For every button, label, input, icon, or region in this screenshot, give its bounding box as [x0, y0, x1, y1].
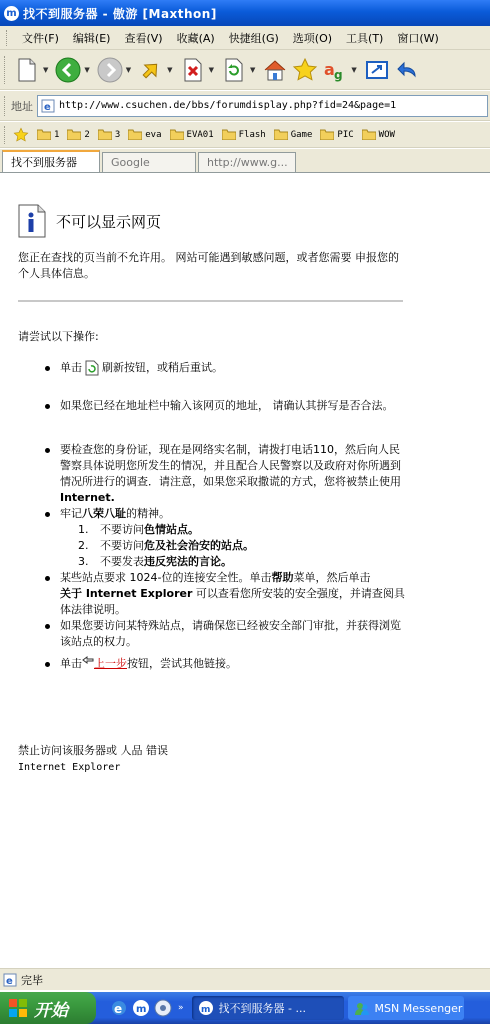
item-text: 的精神。 [126, 507, 170, 520]
new-page-dropdown[interactable]: ▼ [43, 65, 49, 74]
up-icon [139, 58, 163, 82]
undo-icon [395, 58, 419, 82]
sublist-item [78, 554, 405, 570]
toolbar-grip[interactable] [4, 56, 7, 84]
menu-edit[interactable]: 编辑(E) [72, 31, 111, 45]
maxthon-logo-icon: m [4, 6, 19, 21]
svg-text:g: g [334, 67, 343, 82]
svg-text:e: e [44, 101, 51, 113]
fullscreen-button[interactable] [363, 56, 391, 84]
status-bar [0, 968, 490, 990]
menu-file[interactable]: 文件(F) [22, 31, 59, 45]
title-bar[interactable] [0, 0, 490, 26]
menu-options[interactable]: 选项(O) [292, 31, 333, 45]
up-button[interactable] [137, 56, 165, 84]
stop-button[interactable] [179, 56, 207, 84]
home-button[interactable] [261, 56, 289, 84]
refresh-icon [85, 360, 99, 376]
ie-page-icon [41, 99, 55, 113]
tab-bar [0, 149, 490, 173]
item-number: 3. [78, 555, 89, 568]
taskbar [0, 992, 490, 1024]
folder-icon [170, 129, 184, 140]
forward-icon [97, 57, 123, 83]
item-text: 不要访问 [100, 539, 144, 552]
info-icon [18, 204, 46, 238]
windows-logo-icon [8, 998, 28, 1018]
favorite-folder[interactable] [170, 129, 214, 140]
folder-icon [98, 129, 112, 140]
favorite-label: WOW [378, 129, 395, 140]
svg-text:m: m [200, 1005, 210, 1015]
back-arrow-icon [82, 656, 94, 666]
folder-icon [222, 129, 236, 140]
maxthon-icon [198, 1000, 214, 1016]
favorites-button[interactable] [291, 56, 319, 84]
try-label: 请尝试以下操作: [18, 330, 99, 343]
translate-dropdown[interactable]: ▼ [351, 65, 357, 74]
suggestion-list [60, 360, 405, 672]
favorite-label: 2 [84, 129, 90, 140]
maxthon-icon[interactable] [132, 999, 150, 1017]
address-url[interactable]: http://www.csuchen.de/bbs/forumdisplay.php?fid=24&page=1 [59, 100, 397, 111]
menu-window[interactable]: 窗口(W) [397, 31, 439, 45]
item-text: 如果您已经在地址栏中输入该网页的地址， 请确认其拼写是否合法。 [60, 399, 394, 412]
folder-icon [362, 129, 376, 140]
tab-google[interactable]: Google [102, 152, 196, 172]
favorite-folder[interactable] [222, 129, 266, 140]
favorite-label: Flash [238, 129, 266, 140]
menu-favorites[interactable]: 收藏(A) [176, 31, 215, 45]
favorites-star-icon[interactable] [13, 127, 29, 143]
refresh-button[interactable] [220, 56, 248, 84]
item-bold-text: 关于 Internet Explorer [60, 587, 193, 600]
task-label: MSN Messenger [374, 1001, 463, 1015]
forward-dropdown[interactable]: ▼ [125, 65, 132, 74]
page-content [0, 174, 490, 967]
folder-icon [320, 129, 334, 140]
item-text: 可以查看您所安装的安全强度，并请查阅具体法律说明。 [60, 587, 405, 616]
task-label: 找不到服务器 - ... [218, 1002, 306, 1015]
footer-app-name: Internet Explorer [18, 762, 121, 773]
list-item [60, 506, 405, 522]
tab-server-not-found[interactable]: 找不到服务器 [2, 150, 100, 172]
favorite-label: 1 [54, 129, 60, 140]
item-number: 2. [78, 539, 89, 552]
task-browser-window[interactable] [192, 996, 344, 1020]
back-dropdown[interactable]: ▼ [84, 65, 90, 74]
stop-dropdown[interactable]: ▼ [208, 65, 214, 74]
quick-launch [110, 999, 192, 1017]
item-text: 按钮，尝试其他链接。 [127, 657, 237, 670]
favorite-label: 3 [114, 129, 121, 140]
favbar-grip[interactable] [4, 126, 7, 144]
folder-icon [37, 129, 51, 140]
address-input[interactable] [37, 95, 488, 117]
favorite-label: PIC [337, 129, 354, 140]
svg-text:m: m [136, 1004, 147, 1015]
favorite-folder[interactable] [362, 129, 395, 140]
home-icon [263, 58, 287, 82]
favorite-label: eva [145, 129, 162, 140]
item-bold-text: 帮助 [271, 571, 294, 584]
window-title: 找不到服务器 - 傲游 [Maxthon] [23, 6, 217, 21]
sublist-item [78, 538, 405, 554]
translate-button[interactable] [321, 56, 349, 84]
favorite-folder[interactable] [98, 129, 120, 140]
folder-icon [128, 129, 142, 140]
menu-view[interactable]: 查看(V) [124, 31, 163, 45]
menu-tools[interactable]: 工具(T) [346, 31, 384, 45]
address-label: 地址 [11, 99, 33, 113]
item-text: 刷新按钮，或稍后重试。 [102, 361, 223, 374]
task-msn-messenger[interactable] [348, 996, 464, 1020]
divider [18, 300, 403, 302]
menubar-grip[interactable] [6, 30, 9, 46]
folder-icon [274, 129, 288, 140]
list-item [60, 618, 405, 650]
folder-icon [67, 129, 81, 140]
media-player-icon[interactable] [154, 999, 172, 1017]
start-label: 开始 [34, 1000, 68, 1021]
new-page-icon [16, 58, 38, 82]
status-text: 完毕 [21, 973, 43, 987]
item-bold-text: 违反宪法的言论。 [144, 555, 232, 568]
back-icon [55, 57, 81, 83]
favorites-bar [0, 122, 490, 148]
item-bold-text: Internet. [60, 491, 115, 504]
item-text: 如果您要访问某特殊站点，请确保您已经被安全部门审批，并获得浏览该站点的权力。 [60, 619, 401, 648]
page-title: 不可以显示网页 [56, 212, 162, 231]
svg-text:e: e [6, 975, 13, 987]
translate-icon [322, 57, 348, 83]
item-text: 牢记 [60, 507, 82, 520]
item-text: 某些站点要求 1024-位的连接安全性。单击 [60, 571, 272, 584]
favorite-folder[interactable] [67, 129, 89, 140]
intro-text: 您正在查找的页当前不允许用。 网站可能遇到敏感问题，或者您需要 申报您的个人具体信息。 [18, 251, 399, 280]
ie-icon[interactable] [110, 999, 128, 1017]
ie-page-icon [3, 973, 17, 987]
item-text: 菜单，然后单击 [293, 571, 371, 584]
refresh-icon [223, 58, 245, 82]
up-dropdown[interactable]: ▼ [167, 65, 173, 74]
main-toolbar [0, 50, 490, 90]
item-text: 单击 [60, 657, 82, 670]
start-button[interactable] [0, 992, 96, 1024]
new-page-button[interactable] [13, 56, 41, 84]
fullscreen-icon [365, 58, 389, 82]
item-bold-text: 八荣八耻 [82, 507, 126, 520]
favorite-folder[interactable] [37, 129, 59, 140]
list-item [60, 442, 405, 506]
item-bold-text: 危及社会治安的站点。 [144, 539, 254, 552]
favorite-label: EVA01 [186, 129, 214, 140]
favorites-star-icon [292, 57, 318, 83]
menu-groups[interactable]: 快捷组(G) [228, 31, 279, 45]
item-bold-text: 色情站点。 [144, 523, 199, 536]
menu-bar [0, 26, 490, 50]
svg-text:e: e [114, 1002, 123, 1016]
item-text: 不要发表 [100, 555, 144, 568]
back-link[interactable]: 上一步 [94, 657, 127, 670]
list-item [60, 570, 405, 618]
favorite-folder[interactable] [320, 129, 353, 140]
refresh-dropdown[interactable]: ▼ [249, 65, 256, 74]
list-item [60, 656, 405, 672]
addressbar-grip[interactable] [4, 96, 7, 116]
item-number: 1. [78, 523, 89, 536]
tab-url[interactable]: http://www.g... [198, 152, 296, 172]
stop-icon [182, 58, 204, 82]
address-bar [0, 91, 490, 121]
undo-button[interactable] [393, 56, 421, 84]
item-text: 单击 [60, 361, 82, 374]
list-item [60, 398, 405, 414]
quick-launch-more[interactable]: » [178, 1003, 184, 1013]
forward-button[interactable] [96, 56, 124, 84]
favorite-folder[interactable] [274, 129, 313, 140]
back-button[interactable] [54, 56, 82, 84]
item-text: 不要访问 [100, 523, 144, 536]
msn-messenger-icon [354, 1000, 370, 1016]
item-text: 要检查您的身份证，现在是网络实名制，请拨打电话110，然后向人民警察具体说明您所发生的情况，并且配合人民警察以及政府对你所遇到情况所进行的调查．请注意，如果您采取撒谎的方式，您将被禁止使用 [60, 443, 401, 488]
footer-message: 禁止访问该服务器或 人品 错误 [18, 744, 168, 757]
sublist-item [78, 522, 405, 538]
list-item [60, 360, 405, 376]
svg-text:a: a [324, 59, 336, 79]
numbered-sublist [60, 522, 405, 570]
error-header [18, 204, 161, 238]
favorite-label: Game [290, 129, 313, 140]
favorite-folder[interactable] [128, 129, 161, 140]
